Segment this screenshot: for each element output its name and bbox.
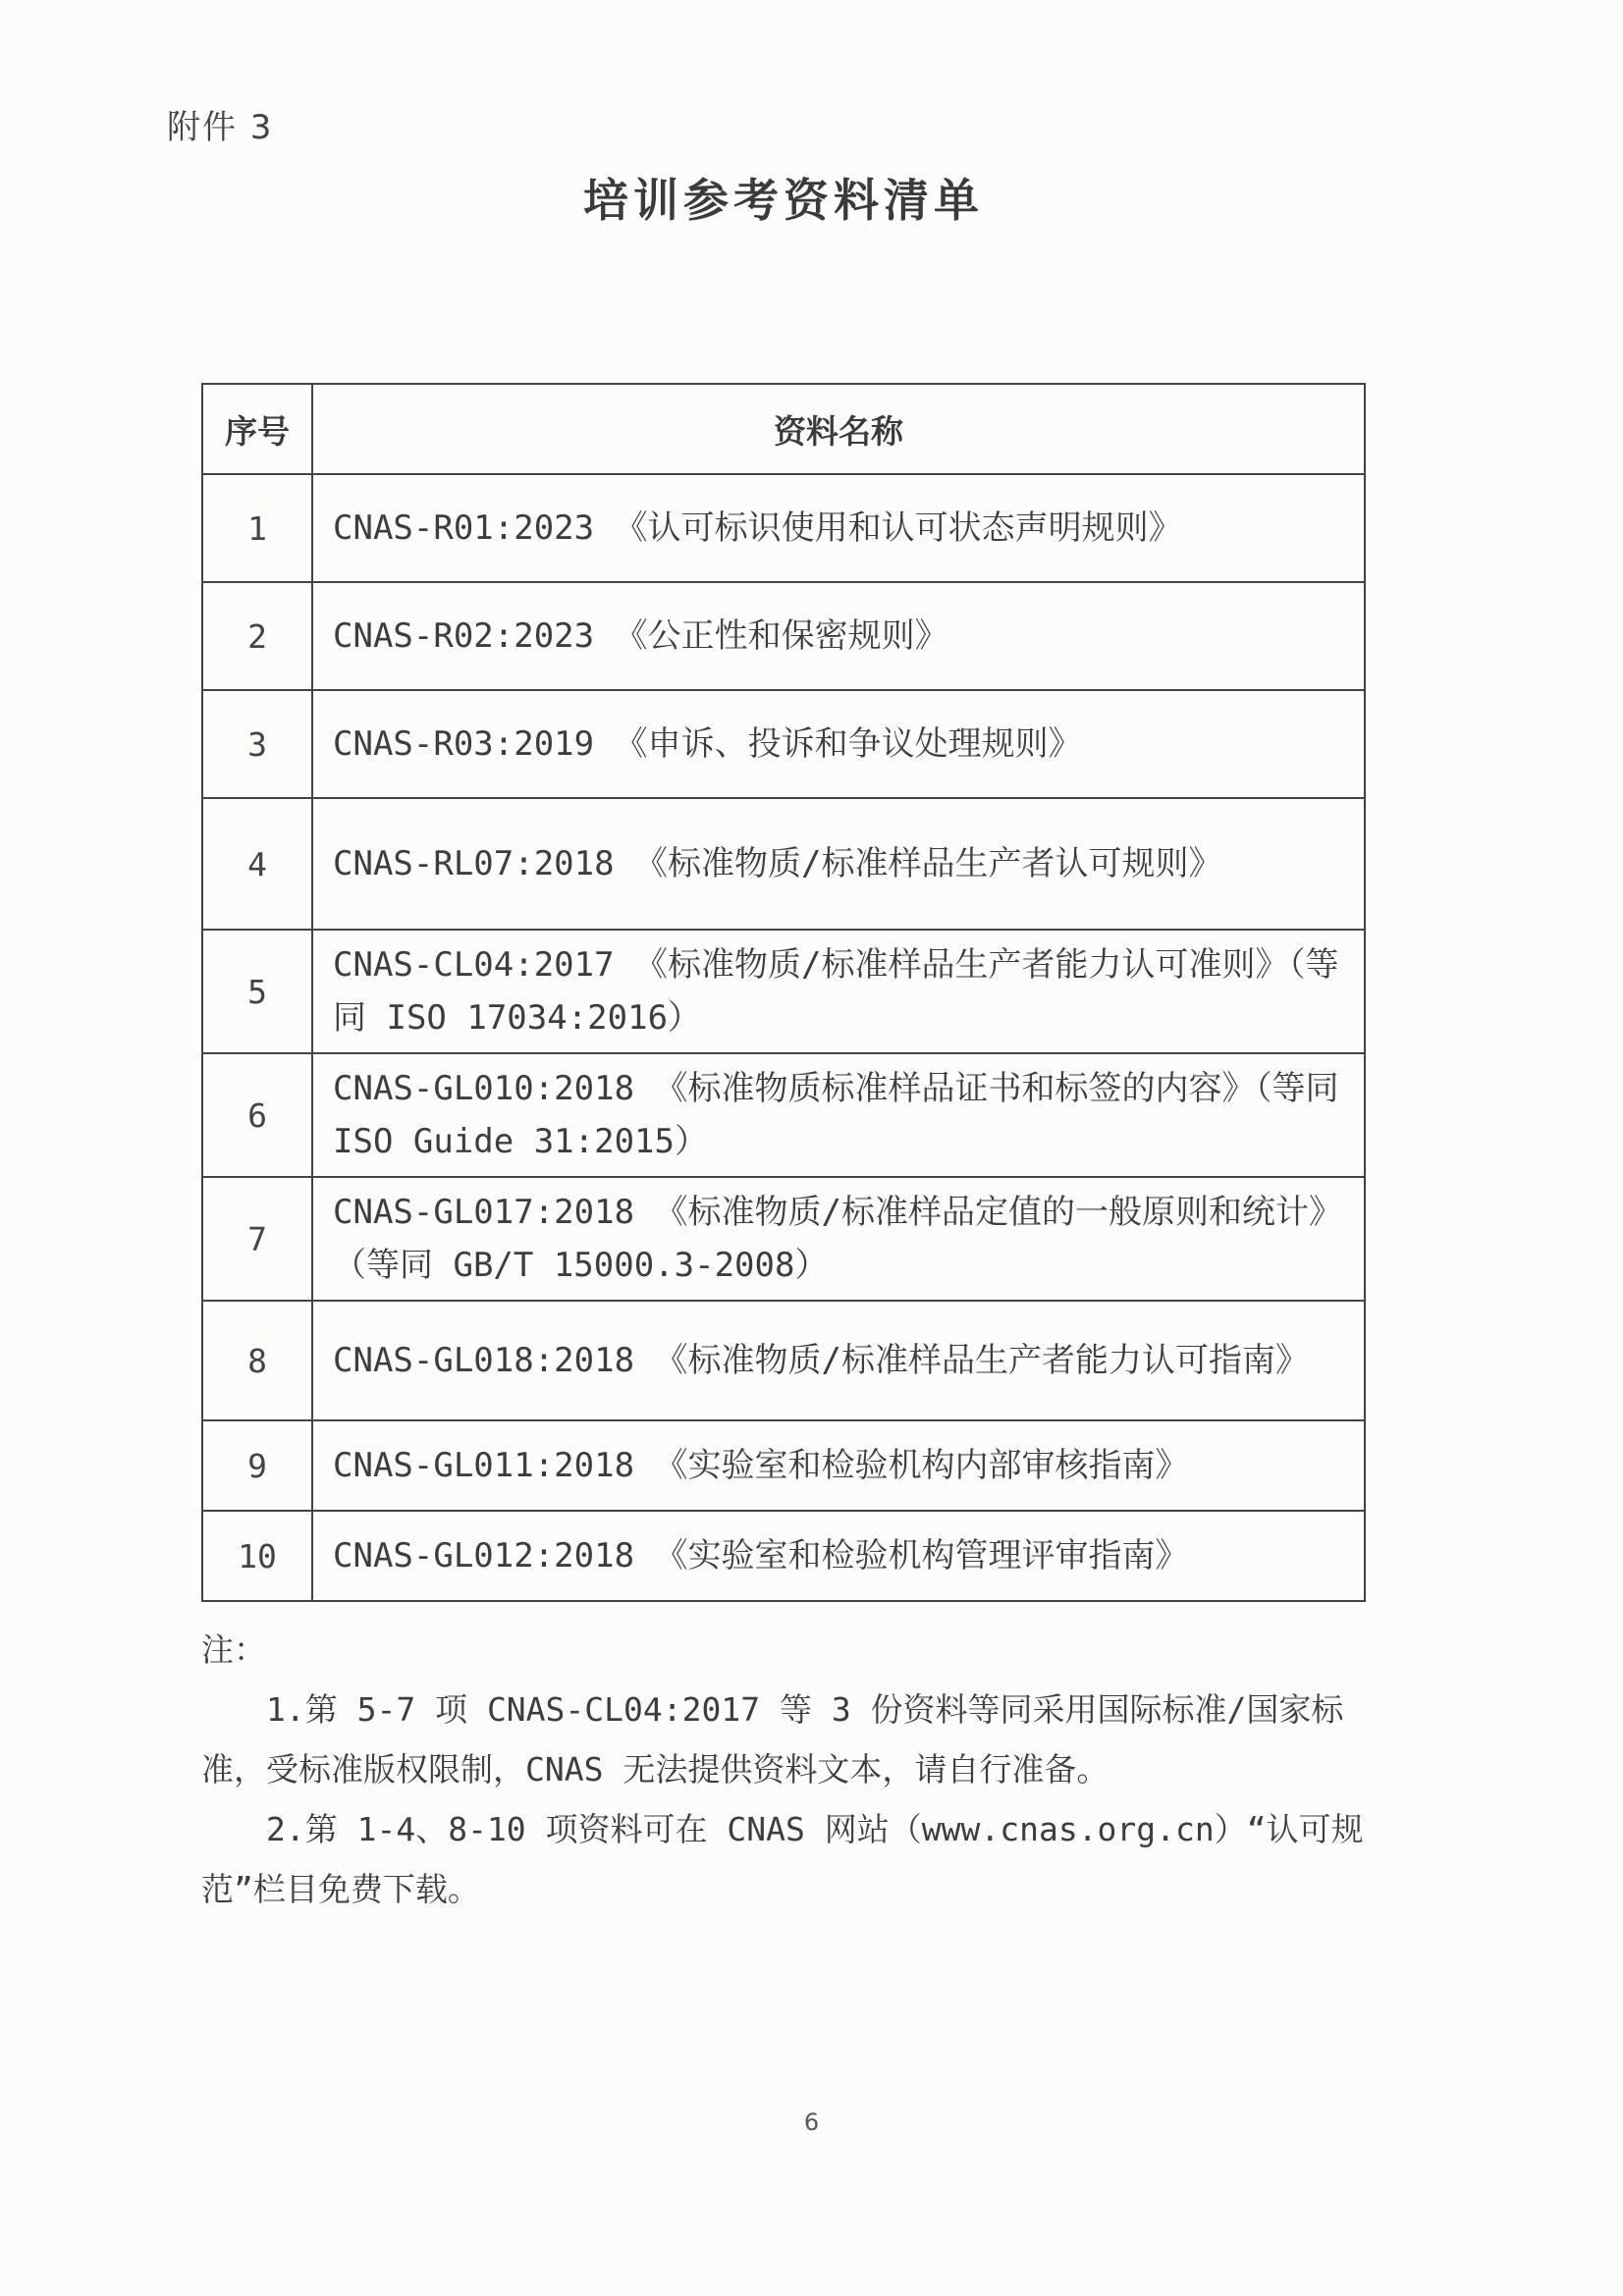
row-name-cell: CNAS-R03:2019 《申诉、投诉和争议处理规则》: [312, 690, 1365, 798]
notes-label: 注：: [201, 1630, 266, 1669]
row-number-cell: 2: [202, 582, 312, 690]
row-number-cell: 10: [202, 1511, 312, 1601]
table-row: [202, 1420, 1365, 1511]
row-name-cell: CNAS-R02:2023 《公正性和保密规则》: [312, 582, 1365, 690]
note-item-1: 1.第 5-7 项 CNAS-CL04:2017 等 3 份资料等同采用国际标准/国家标准，受标准版权限制，CNAS 无法提供资料文本，请自行准备。: [201, 1690, 1344, 1789]
row-number-cell: 7: [202, 1177, 312, 1301]
row-name-cell: CNAS-GL011:2018 《实验室和检验机构内部审核指南》: [312, 1420, 1365, 1511]
row-number-cell: 6: [202, 1053, 312, 1177]
table-row: [202, 1511, 1365, 1601]
row-number-cell: 5: [202, 930, 312, 1053]
page-number: 6: [803, 2109, 820, 2136]
attachment-label: 附件 3: [167, 108, 274, 147]
table-row: [202, 798, 1365, 930]
row-name-cell: CNAS-R01:2023 《认可标识使用和认可状态声明规则》: [312, 474, 1365, 582]
table-header-row: [202, 384, 1365, 474]
row-number-cell: 1: [202, 474, 312, 582]
row-name-cell: CNAS-GL018:2018 《标准物质/标准样品生产者能力认可指南》: [312, 1301, 1365, 1420]
row-name-cell: CNAS-GL012:2018 《实验室和检验机构管理评审指南》: [312, 1511, 1365, 1601]
table-row: [202, 1053, 1365, 1177]
header-cell-no: 序号: [202, 384, 312, 474]
table-row: [202, 690, 1365, 798]
row-name-cell: CNAS-GL017:2018 《标准物质/标准样品定值的一般原则和统计》（等同 GB/T 15000.3-2008）: [312, 1177, 1365, 1301]
row-number-cell: 8: [202, 1301, 312, 1420]
notes-section: [201, 1620, 1372, 1919]
table-row: [202, 1177, 1365, 1301]
header-cell-name: 资料名称: [312, 384, 1365, 474]
reference-materials-table: [201, 383, 1366, 1602]
row-name-cell: CNAS-CL04:2017 《标准物质/标准样品生产者能力认可准则》（等同 ISO 17034:2016）: [312, 930, 1365, 1053]
table-row: [202, 474, 1365, 582]
row-number-cell: 9: [202, 1420, 312, 1511]
table-row: [202, 930, 1365, 1053]
row-number-cell: 4: [202, 798, 312, 930]
row-name-cell: CNAS-RL07:2018 《标准物质/标准样品生产者认可规则》: [312, 798, 1365, 930]
table-row: [202, 582, 1365, 690]
page-title: 培训参考资料清单: [583, 174, 984, 227]
note-item-2: 2.第 1-4、8-10 项资料可在 CNAS 网站（www.cnas.org.cn）“认可规范”栏目免费下载。: [201, 1810, 1364, 1908]
row-name-cell: CNAS-GL010:2018 《标准物质标准样品证书和标签的内容》（等同 ISO Guide 31:2015）: [312, 1053, 1365, 1177]
table-row: [202, 1301, 1365, 1420]
row-number-cell: 3: [202, 690, 312, 798]
